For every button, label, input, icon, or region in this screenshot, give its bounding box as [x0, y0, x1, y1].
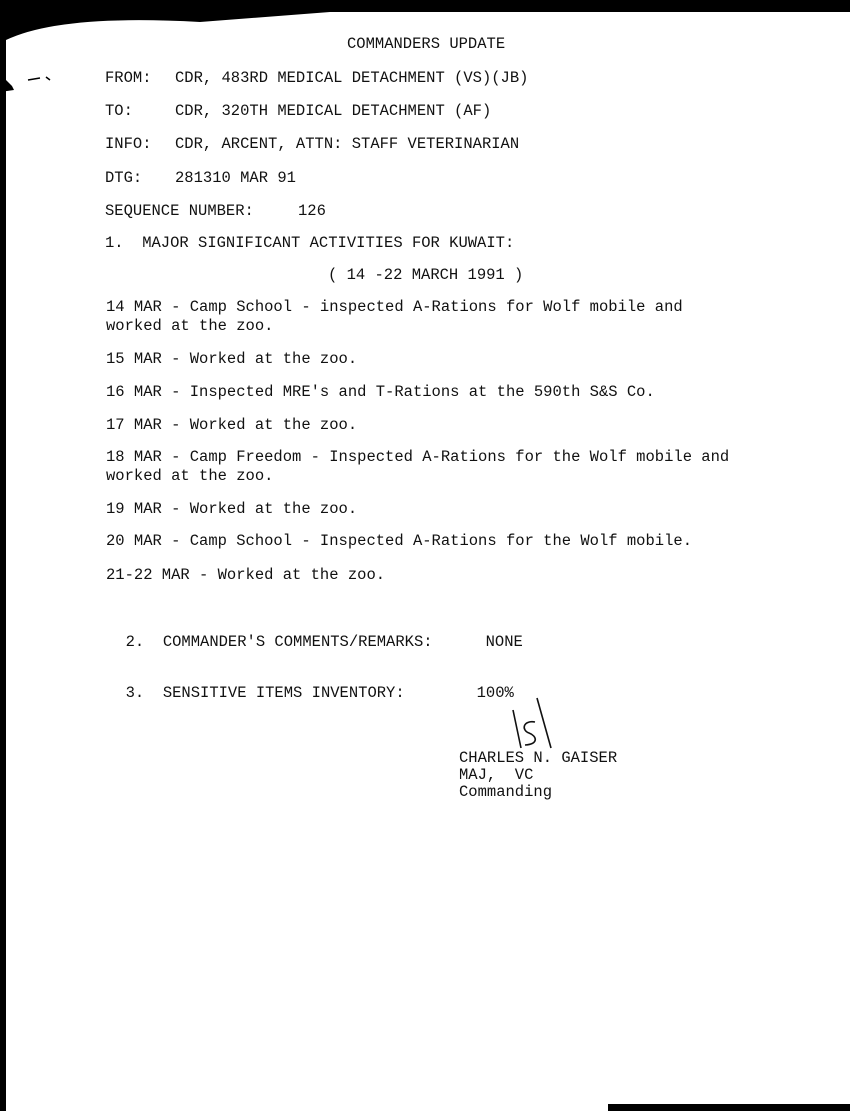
activity-item: 18 MAR - Camp Freedom - Inspected A-Rations for the Wolf mobile and worked at the zoo.	[106, 448, 730, 485]
section-3-value: 100%	[476, 684, 514, 702]
dtg-value: 281310 MAR 91	[175, 169, 296, 187]
page-title: COMMANDERS UPDATE	[347, 35, 506, 53]
info-value: CDR, ARCENT, ATTN: STAFF VETERINARIAN	[175, 135, 520, 153]
section-1-heading: 1. MAJOR SIGNIFICANT ACTIVITIES FOR KUWAIT:	[105, 234, 515, 252]
signer-rank: MAJ, VC	[459, 766, 534, 784]
scan-border-left	[0, 0, 6, 1111]
section-3-label: 3. SENSITIVE ITEMS INVENTORY:	[125, 684, 405, 702]
section-2	[107, 615, 523, 651]
activity-item: 15 MAR - Worked at the zoo.	[106, 350, 358, 368]
scan-border-bottom	[608, 1104, 850, 1111]
dtg-label: DTG:	[105, 169, 143, 187]
activity-item: 14 MAR - Camp School - inspected A-Rations for Wolf mobile and worked at the zoo.	[106, 298, 683, 335]
signer-role: Commanding	[459, 783, 553, 801]
signer-name: CHARLES N. GAISER	[459, 749, 618, 767]
section-1-dates: ( 14 -22 MARCH 1991 )	[328, 266, 524, 284]
activity-item: 17 MAR - Worked at the zoo.	[106, 416, 358, 434]
section-2-value: NONE	[485, 633, 523, 651]
to-label: TO:	[105, 102, 133, 120]
activity-item: 19 MAR - Worked at the zoo.	[106, 500, 358, 518]
activity-item: 21-22 MAR - Worked at the zoo.	[106, 566, 386, 584]
sequence-value: 126	[298, 202, 326, 220]
sequence-label: SEQUENCE NUMBER:	[105, 202, 254, 220]
to-line	[105, 102, 491, 120]
dtg-line	[105, 169, 296, 187]
activity-item: 20 MAR - Camp School - Inspected A-Rations for the Wolf mobile.	[106, 532, 692, 550]
section-3	[107, 666, 514, 702]
info-line	[105, 135, 519, 153]
from-line	[105, 69, 528, 87]
sequence-line	[105, 202, 326, 220]
activity-item: 16 MAR - Inspected MRE's and T-Rations at the 590th S&S Co.	[106, 383, 655, 401]
info-label: INFO:	[105, 135, 152, 153]
from-value: CDR, 483RD MEDICAL DETACHMENT (VS)(JB)	[175, 69, 529, 87]
from-label: FROM:	[105, 69, 152, 87]
section-2-label: 2. COMMANDER'S COMMENTS/REMARKS:	[125, 633, 433, 651]
to-value: CDR, 320TH MEDICAL DETACHMENT (AF)	[175, 102, 492, 120]
